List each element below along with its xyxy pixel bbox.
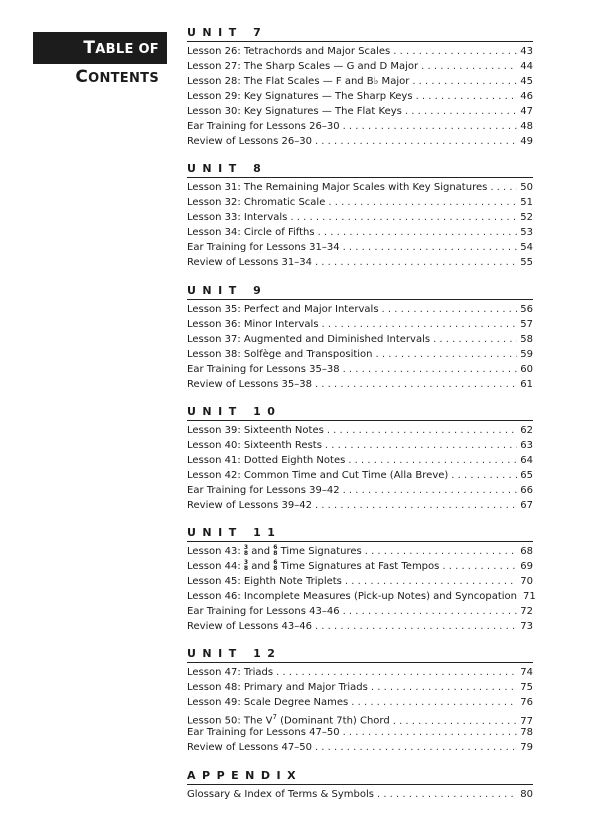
toc-entry[interactable] — [187, 438, 533, 453]
page-number: 79 — [520, 742, 533, 754]
time-signature-bottom: 8 — [243, 565, 249, 573]
page-number: 77 — [520, 715, 533, 727]
dot-leader — [318, 225, 518, 240]
unit-section — [187, 769, 533, 802]
dot-leader — [442, 559, 517, 574]
page-number: 73 — [520, 621, 533, 633]
toc-entry[interactable] — [187, 619, 533, 634]
dot-leader — [343, 483, 518, 498]
unit-section — [187, 405, 533, 513]
toc-entry[interactable] — [187, 225, 533, 240]
dot-leader — [371, 680, 517, 695]
entry-label-end: Time Signatures — [277, 546, 362, 558]
dot-leader — [276, 665, 517, 680]
dot-leader — [382, 302, 518, 317]
page-number: 76 — [520, 697, 533, 709]
page-number: 57 — [520, 318, 533, 330]
toc-entry[interactable] — [187, 134, 533, 149]
page-number: 68 — [520, 546, 533, 558]
toc-entry[interactable] — [187, 210, 533, 225]
toc-entry[interactable] — [187, 604, 533, 619]
entry-label — [187, 544, 362, 559]
page-number: 63 — [520, 439, 533, 451]
entry-label: Review of Lessons 47–50 — [187, 742, 312, 754]
unit-heading: UNIT 12 — [187, 647, 533, 663]
dot-leader — [376, 347, 518, 362]
page-number: 50 — [520, 182, 533, 194]
toc-entry[interactable] — [187, 44, 533, 59]
entry-label: Review of Lessons 43–46 — [187, 621, 312, 633]
entry-label: Lesson 41: Dotted Eighth Notes — [187, 454, 346, 466]
time-signature-top: 6 — [273, 559, 278, 567]
unit-section — [187, 162, 533, 270]
dot-leader — [343, 240, 518, 255]
entry-label: Lesson 42: Common Time and Cut Time (Alla Breve) — [187, 469, 449, 481]
page-number: 55 — [520, 257, 533, 269]
dot-leader — [315, 255, 517, 270]
entry-label: Lesson 31: The Remaining Major Scales with Key Signatures — [187, 182, 488, 194]
dot-leader — [405, 104, 517, 119]
toc-entry[interactable] — [187, 119, 533, 134]
dot-leader — [451, 468, 517, 483]
title-line2-initial: C — [75, 67, 89, 87]
time-signature-bottom: 8 — [243, 550, 249, 558]
entry-label: Lesson 40: Sixteenth Rests — [187, 439, 322, 451]
page-number: 61 — [520, 378, 533, 390]
dot-leader — [325, 438, 517, 453]
toc-entry[interactable] — [187, 710, 533, 725]
entry-label: Review of Lessons 35–38 — [187, 378, 312, 390]
dot-leader — [421, 59, 517, 74]
toc-entry[interactable] — [187, 544, 533, 559]
dot-leader — [343, 119, 518, 134]
dot-leader — [348, 453, 517, 468]
table-of-contents — [187, 26, 536, 815]
toc-entry[interactable] — [187, 59, 533, 74]
page-number: 44 — [520, 61, 533, 72]
toc-entry[interactable] — [187, 180, 533, 195]
dot-leader — [322, 317, 518, 332]
toc-entry[interactable] — [187, 74, 533, 89]
entry-label-start: Lesson 44: — [187, 561, 244, 573]
toc-entry[interactable] — [187, 302, 533, 317]
dot-leader — [490, 180, 517, 195]
entry-label: Lesson 45: Eighth Note Triplets — [187, 576, 342, 588]
time-signature-bottom: 8 — [273, 550, 278, 558]
entry-label: Lesson 46: Incomplete Measures (Pick-up Notes) and Syncopation — [187, 591, 517, 603]
toc-entry[interactable] — [187, 453, 533, 468]
time-signature-bottom: 8 — [273, 565, 278, 573]
dot-leader — [433, 332, 517, 347]
toc-entry[interactable] — [187, 332, 533, 347]
toc-entry[interactable] — [187, 483, 533, 498]
page-number: 58 — [520, 333, 533, 345]
toc-entry[interactable] — [187, 240, 533, 255]
toc-entry[interactable] — [187, 559, 533, 574]
page-number: 49 — [520, 136, 533, 147]
page-number: 66 — [520, 484, 533, 496]
entry-label: Lesson 49: Scale Degree Names — [187, 697, 349, 709]
dot-leader — [315, 740, 517, 755]
unit-heading: APPENDIX — [187, 769, 533, 785]
entry-label: Lesson 38: Solfège and Transposition — [187, 348, 373, 360]
dot-leader — [327, 423, 517, 438]
dot-leader — [345, 574, 517, 589]
toc-entry[interactable] — [187, 589, 536, 604]
toc-entry[interactable] — [187, 377, 533, 392]
entry-label: Lesson 34: Circle of Fifths — [187, 227, 315, 239]
entry-label: Review of Lessons 39–42 — [187, 499, 312, 511]
entry-label: Review of Lessons 26–30 — [187, 136, 312, 147]
toc-title-line2 — [33, 66, 167, 90]
page-number: 72 — [520, 606, 533, 618]
unit-section — [187, 26, 533, 149]
toc-entry[interactable] — [187, 423, 533, 438]
entry-label-end: (Dominant 7th) Chord — [276, 715, 390, 727]
entry-label: Ear Training for Lessons 31–34 — [187, 242, 340, 254]
toc-entry[interactable] — [187, 195, 533, 210]
page-number: 70 — [520, 576, 533, 588]
page-number: 45 — [520, 76, 533, 87]
entry-label: Glossary & Index of Terms & Symbols — [187, 788, 374, 800]
dot-leader — [315, 619, 517, 634]
dot-leader — [416, 89, 518, 104]
chord-superscript: 7 — [272, 713, 277, 722]
page-number: 56 — [520, 303, 533, 315]
unit-heading: UNIT 10 — [187, 405, 533, 421]
dot-leader — [343, 725, 518, 740]
entry-label: Lesson 32: Chromatic Scale — [187, 197, 326, 209]
dot-leader — [343, 604, 518, 619]
page-number: 80 — [520, 788, 533, 800]
toc-entry[interactable] — [187, 104, 533, 119]
dot-leader — [328, 195, 517, 210]
page-number: 74 — [520, 667, 533, 679]
page-number: 62 — [520, 424, 533, 436]
toc-title-line1 — [33, 32, 167, 64]
toc-entry[interactable] — [187, 255, 533, 270]
title-line1-rest: ABLE OF — [95, 42, 159, 57]
entry-label: Lesson 36: Minor Intervals — [187, 318, 319, 330]
page-number: 65 — [520, 469, 533, 481]
entry-label-middle: and — [248, 546, 274, 558]
toc-entry[interactable] — [187, 362, 533, 377]
entry-label: Ear Training for Lessons 35–38 — [187, 363, 340, 375]
dot-leader — [393, 44, 517, 59]
entry-label-start: Lesson 50: The V — [187, 715, 273, 727]
title-line2-rest: ONTENTS — [88, 71, 159, 86]
dot-leader — [343, 362, 518, 377]
entry-label: Lesson 28: The Flat Scales — F and B♭ Major — [187, 76, 410, 87]
toc-entry[interactable] — [187, 574, 533, 589]
page-number: 51 — [520, 197, 533, 209]
toc-entry[interactable] — [187, 317, 533, 332]
page-number: 47 — [520, 106, 533, 117]
dot-leader — [365, 544, 518, 559]
entry-label: Ear Training for Lessons 39–42 — [187, 484, 340, 496]
page-number: 53 — [520, 227, 533, 239]
page-number: 78 — [520, 727, 533, 739]
entry-label: Lesson 30: Key Signatures — The Flat Keys — [187, 106, 402, 117]
unit-section — [187, 526, 536, 634]
unit-heading: UNIT 9 — [187, 284, 533, 300]
time-signature-top: 6 — [273, 544, 278, 552]
entry-label: Lesson 39: Sixteenth Notes — [187, 424, 324, 436]
dot-leader — [315, 134, 517, 149]
unit-heading: UNIT 11 — [187, 526, 533, 542]
toc-entry[interactable] — [187, 468, 533, 483]
entry-label-start: Lesson 43: — [187, 546, 244, 558]
unit-section — [187, 284, 533, 392]
dot-leader — [315, 498, 517, 513]
page-number: 54 — [520, 242, 533, 254]
entry-label: Lesson 27: The Sharp Scales — G and D Major — [187, 61, 419, 72]
page-number: 59 — [520, 348, 533, 360]
page-number: 64 — [520, 454, 533, 466]
entry-label: Lesson 35: Perfect and Major Intervals — [187, 303, 379, 315]
entry-label: Ear Training for Lessons 47–50 — [187, 727, 340, 739]
entry-label: Lesson 29: Key Signatures — The Sharp Keys — [187, 91, 413, 102]
entry-label — [187, 559, 439, 574]
entry-label: Ear Training for Lessons 26–30 — [187, 121, 340, 132]
entry-label: Lesson 37: Augmented and Diminished Intervals — [187, 333, 431, 345]
page-number: 75 — [520, 682, 533, 694]
page-number: 67 — [520, 499, 533, 511]
toc-entry[interactable] — [187, 89, 533, 104]
entry-label: Ear Training for Lessons 43–46 — [187, 606, 340, 618]
page-number: 48 — [520, 121, 533, 132]
entry-label: Lesson 33: Intervals — [187, 212, 288, 224]
entry-label: Lesson 47: Triads — [187, 667, 274, 679]
entry-label-middle: and — [248, 561, 274, 573]
entry-label: Lesson 48: Primary and Major Triads — [187, 682, 368, 694]
entry-label: Lesson 26: Tetrachords and Major Scales — [187, 46, 391, 57]
title-line1-initial: T — [83, 38, 96, 58]
dot-leader — [351, 695, 517, 710]
time-signature-top: 3 — [243, 559, 249, 567]
toc-entry[interactable] — [187, 680, 533, 695]
dot-leader — [290, 210, 517, 225]
entry-label-end: Time Signatures at Fast Tempos — [277, 561, 440, 573]
toc-entry[interactable] — [187, 665, 533, 680]
toc-entry[interactable] — [187, 347, 533, 362]
unit-section — [187, 647, 533, 755]
dot-leader — [315, 377, 517, 392]
toc-entry[interactable] — [187, 725, 533, 740]
page-number: 60 — [520, 363, 533, 375]
time-signature-top: 3 — [243, 544, 249, 552]
unit-heading: UNIT 7 — [187, 26, 533, 42]
page-number: 43 — [520, 46, 533, 57]
toc-entry[interactable] — [187, 740, 533, 755]
unit-heading: UNIT 8 — [187, 162, 533, 178]
dot-leader — [412, 74, 517, 89]
page-number: 69 — [520, 561, 533, 573]
toc-entry[interactable] — [187, 695, 533, 710]
page-number: 46 — [520, 91, 533, 102]
page-number: 52 — [520, 212, 533, 224]
page-number: 71 — [523, 591, 536, 603]
toc-entry[interactable] — [187, 498, 533, 513]
entry-label: Review of Lessons 31–34 — [187, 257, 312, 269]
